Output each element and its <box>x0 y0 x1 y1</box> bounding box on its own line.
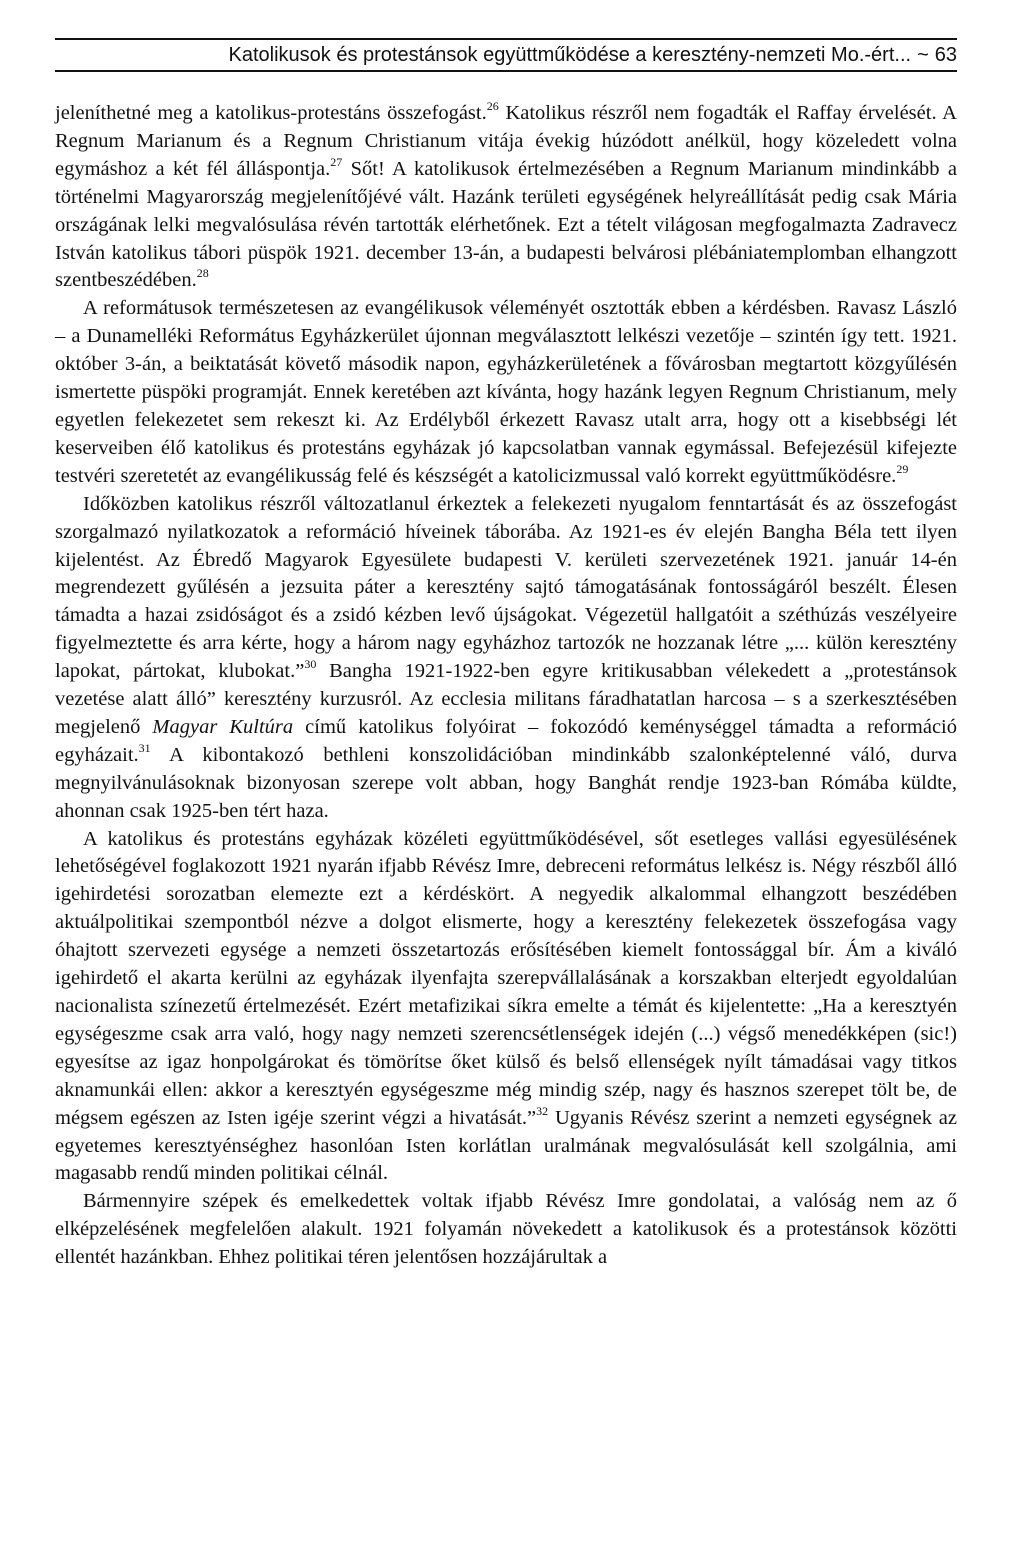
footnote-marker: 30 <box>304 657 317 672</box>
running-header <box>55 38 957 72</box>
italic-title: Magyar Kultúra <box>152 715 294 738</box>
text-run: Bármennyire szépek és emelkedettek voltak ifjabb Révész Imre gondolatai, a valóság nem az ő elképzelésének megfelelően alakult. 1921 folyamán növekedett a katolikusok és a protestánsok közötti ellentét hazánkban. Ehhez politikai téren jelentősen hozzájárultak a <box>55 1190 957 1269</box>
footnote-marker: 31 <box>138 740 151 755</box>
text-run: jeleníthetné meg a katolikus-protestáns összefogást. <box>55 102 487 124</box>
text-run: Ugyanis Révész szerint a nemzeti egységnek az egyetemes keresztyénséghez hasonlóan Isten korlátlan uralmának megvalósulását kell szolgálnia, ami magasabb rendű minden politikai célnál. <box>55 1106 957 1185</box>
paragraph <box>55 491 957 826</box>
footnote-marker: 32 <box>536 1103 549 1118</box>
paragraph <box>55 826 957 1189</box>
main-text <box>55 100 957 1272</box>
footnote-marker: 26 <box>486 99 499 113</box>
header-separator: ~ <box>917 44 929 66</box>
page-number: 63 <box>934 44 957 66</box>
paragraph <box>55 100 957 295</box>
text-run: A kibontakozó bethleni konszolidációban mindinkább szalonképtelenné váló, durva megnyilvánulásoknak bizonyosan szerepe volt abban, hogy Banghát rendje 1923-ban Rómába küldte, ahonnan csak 1925-ben tért haza. <box>55 743 957 822</box>
text-run: A reformátusok természetesen az evangélikusok véleményét osztották ebben a kérdésben. Ravasz László – a Dunamelléki Református Egyházkerület újonnan megválasztott lelkészi vezetője – szintén így tett. 1921. október 3-án, a beiktatását követő második napon, egyházkerületének a fővárosban megtartott közgyűlésén ismertette püspöki programját. Ennek keretében azt kívánta, hogy hazánk legyen Regnum Christianum, mely egyetlen felekezetet sem rekeszt ki. Az Erdélyből érkezett Ravasz utalt arra, hogy ott a kisebbségi lét keserveiben élő katolikus és protestáns egyházak jó kapcsolatban vannak egymással. Befejezésül kifejezte testvéri szeretetét az evangélikusság felé és készségét a katolicizmussal való korrekt együttműködésre. <box>55 297 957 487</box>
running-title: Katolikusok és protestánsok együttműködése a keresztény-nemzeti Mo.-ért... <box>228 44 912 66</box>
footnote-marker: 27 <box>330 154 343 169</box>
text-run: Sőt! A katolikusok értelmezésében a Regnum Marianum mindinkább a történelmi Magyarország megjelenítőjévé vált. Hazánk területi egységének helyreállítását pedig csak Mária országának lelki megvalósulása révén tartották elérhetőnek. Ezt a tételt világosan megfogalmazta Zadravecz István katolikus tábori püspök 1921. december 13-án, a budapesti belvárosi plébániatemplomban elhangzott szentbeszédében. <box>55 157 957 292</box>
footnote-marker: 29 <box>896 461 909 476</box>
text-run: című katolikus folyóirat – fokozódó keménységgel támadta a reformáció egyházait. <box>55 715 957 766</box>
text-run: A katolikus és protestáns egyházak közéleti együttműködésével, sőt esetleges vallási egyesülésének lehetőségével foglakozott 1921 nyarán ifjabb Révész Imre, debreceni református lelkész is. Négy részből álló igehirdetési sorozatban elemezte ezt a kérdéskört. A negyedik alkalommal elhangzott beszédében aktuálpolitikai szempontból nézve a dolgot elismerte, hogy a keresztény felekezetek összefogása vagy óhajtott szervezeti egysége a nemzeti összetartozás erősítésében kiemelt fontossággal bír. Ám a kiváló igehirdető el akarta kerülni az egyházak ilyenfajta szerepvállalásának a korszakban elterjedt egyoldalúan nacionalista színezetű értelmezését. Ezért metafizikai síkra emelte a témát és kijelentette: „Ha a keresztyén egységeszme csak arra való, hogy nagy nemzeti szerencsétlenségek idején (...) végső menedékképen (sic!) egyesítse az igaz honpolgárokat és tömörítse őket külső és belső ellenségek nyílt támadásai vagy titkos aknamunkái ellen: akkor a keresztyén egységeszme még mindig szép, nagy és hasznos szerepet tölt be, de mégsem egészen az Isten igéje szerint végzi a hivatását.” <box>55 827 957 1129</box>
text-run: Időközben katolikus részről változatlanul érkeztek a felekezeti nyugalom fenntartását és az összefogást szorgalmazó nyilatkozatok a reformáció híveinek táborába. Az 1921-es év elején Bangha Béla tett ilyen kijelentést. Az Ébredő Magyarok Egyesülete budapesti V. kerületi szervezetének 1921. január 14-én megrendezett gyűlésén a jezsuita páter a keresztény sajtó támogatásának fontosságáról beszélt. Élesen támadta a hazai zsidóságot és a zsidó kézben levő újságokat. Végezetül hallgatóit a széthúzás veszélyeire figyelmeztette és arra kérte, hogy a három nagy egyházhoz tartozók ne hozzanak létre „... külön keresztény lapokat, pártokat, klubokat.” <box>55 492 957 683</box>
text-run: Katolikus részről nem fogadták el Raffay érvelését. A Regnum Marianum és a Regnum Christianum vitája évekig húzódott anélkül, hogy közeledett volna egymáshoz a két fél álláspontja. <box>55 102 957 180</box>
text-run: Bangha 1921-1922-ben egyre kritikusabban vélekedett a „protestánsok vezetése alatt álló” keresztény kurzusról. Az ecclesia militans fáradhatatlan harcosa – s a szerkesztésében megjelenő <box>55 660 957 738</box>
paragraph <box>55 1188 957 1272</box>
footnote-marker: 28 <box>196 266 209 281</box>
paragraph <box>55 295 957 490</box>
